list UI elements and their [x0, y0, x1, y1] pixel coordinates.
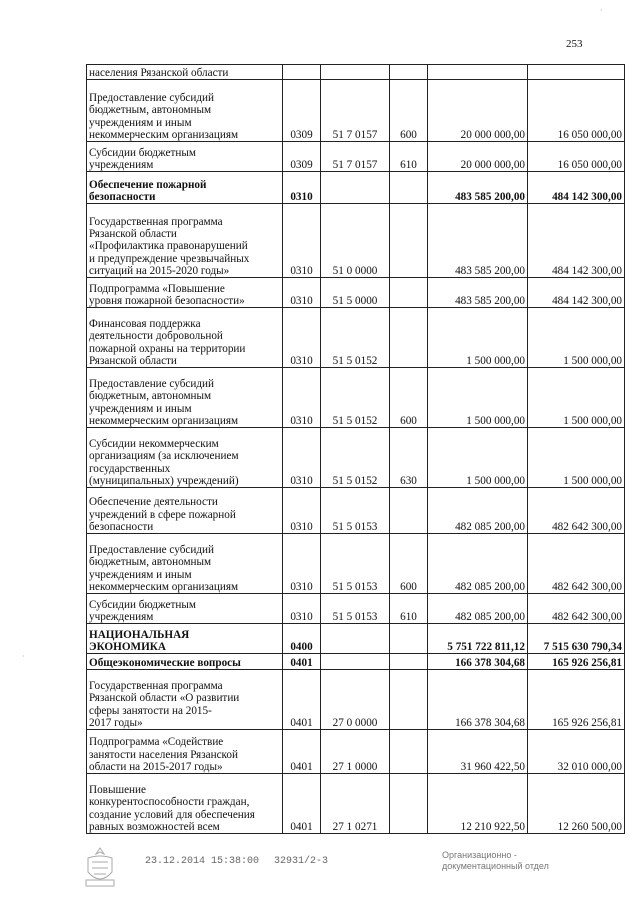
- table-row: [87, 670, 625, 730]
- row-amount-2016-cell: 12 260 500,00: [528, 774, 625, 834]
- row-amount-2016-cell: 16 050 000,00: [528, 80, 625, 142]
- row-expense-type-cell: [390, 308, 428, 368]
- row-name-cell: Субсидии бюджетным учреждениям: [87, 142, 283, 172]
- row-amount-2016-cell: 7 515 630 790,34: [528, 624, 625, 654]
- row-section-code-cell: 0310: [283, 594, 321, 624]
- row-expense-type-cell: [390, 624, 428, 654]
- row-amount-2015-cell: 1 500 000,00: [428, 308, 528, 368]
- row-name-cell: Обеспечение пожарной безопасности: [87, 172, 283, 204]
- row-target-article-cell: 27 1 0271: [321, 774, 390, 834]
- row-amount-2016-cell: 1 500 000,00: [528, 428, 625, 488]
- row-section-code-cell: 0401: [283, 730, 321, 774]
- row-amount-2015-cell: 1 500 000,00: [428, 428, 528, 488]
- table-row: [87, 368, 625, 428]
- row-amount-2015-cell: 483 585 200,00: [428, 278, 528, 308]
- row-amount-2016-cell: 482 642 300,00: [528, 488, 625, 534]
- row-expense-type-cell: [390, 654, 428, 670]
- row-amount-2015-cell: 482 085 200,00: [428, 594, 528, 624]
- row-amount-2016-cell: 16 050 000,00: [528, 142, 625, 172]
- row-section-code-cell: [283, 65, 321, 80]
- row-amount-2015-cell: 166 378 304,68: [428, 654, 528, 670]
- row-target-article-cell: 51 5 0152: [321, 428, 390, 488]
- row-name-cell: Подпрограмма «Повышение уровня пожарной безопасности»: [87, 278, 283, 308]
- row-expense-type-cell: [390, 65, 428, 80]
- table-row: [87, 142, 625, 172]
- row-expense-type-cell: [390, 488, 428, 534]
- table-row: [87, 172, 625, 204]
- row-target-article-cell: 51 5 0153: [321, 534, 390, 594]
- row-amount-2015-cell: [428, 65, 528, 80]
- row-section-code-cell: 0310: [283, 204, 321, 278]
- footer-document-number: 32931/2-3: [274, 856, 329, 867]
- table-row: [87, 534, 625, 594]
- row-amount-2016-cell: 482 642 300,00: [528, 534, 625, 594]
- budget-table-body: [87, 65, 625, 834]
- table-row: [87, 428, 625, 488]
- row-section-code-cell: 0310: [283, 488, 321, 534]
- row-expense-type-cell: 600: [390, 80, 428, 142]
- row-expense-type-cell: [390, 774, 428, 834]
- row-expense-type-cell: 610: [390, 594, 428, 624]
- row-name-cell: Государственная программа Рязанской области «Профилактика правонарушений и предупреждение чрезвычайных ситуаций на 2015-2020 годы»: [87, 204, 283, 278]
- table-row: [87, 624, 625, 654]
- coat-of-arms-logo: [82, 846, 118, 890]
- row-name-cell: Финансовая поддержка деятельности добровольной пожарной охраны на территории Рязанской области: [87, 308, 283, 368]
- row-name-cell: Подпрограмма «Содействие занятости населения Рязанской области на 2015-2017 годы»: [87, 730, 283, 774]
- row-target-article-cell: [321, 172, 390, 204]
- footer-department-stamp: Организационно - документационный отдел: [442, 850, 549, 871]
- table-row: [87, 80, 625, 142]
- row-name-cell: Общеэкономические вопросы: [87, 654, 283, 670]
- table-row: [87, 488, 625, 534]
- row-section-code-cell: 0401: [283, 670, 321, 730]
- row-amount-2016-cell: 165 926 256,81: [528, 654, 625, 670]
- row-target-article-cell: 27 0 0000: [321, 670, 390, 730]
- row-expense-type-cell: 600: [390, 534, 428, 594]
- table-row: [87, 65, 625, 80]
- row-target-article-cell: 51 5 0152: [321, 368, 390, 428]
- budget-table: [86, 64, 625, 834]
- row-amount-2015-cell: 5 751 722 811,12: [428, 624, 528, 654]
- row-expense-type-cell: [390, 172, 428, 204]
- row-section-code-cell: 0310: [283, 172, 321, 204]
- row-expense-type-cell: [390, 278, 428, 308]
- row-section-code-cell: 0309: [283, 142, 321, 172]
- row-section-code-cell: 0310: [283, 534, 321, 594]
- row-target-article-cell: [321, 65, 390, 80]
- row-name-cell: Предоставление субсидий бюджетным, автономным учреждениям и иным некоммерческим организациям: [87, 534, 283, 594]
- row-amount-2016-cell: 165 926 256,81: [528, 670, 625, 730]
- row-section-code-cell: 0401: [283, 654, 321, 670]
- row-target-article-cell: 51 5 0152: [321, 308, 390, 368]
- row-name-cell: Государственная программа Рязанской области «О развитии сферы занятости на 2015- 2017 годы»: [87, 670, 283, 730]
- row-amount-2016-cell: 484 142 300,00: [528, 204, 625, 278]
- row-expense-type-cell: [390, 730, 428, 774]
- table-row: [87, 730, 625, 774]
- row-name-cell: Предоставление субсидий бюджетным, автономным учреждениям и иным некоммерческим организациям: [87, 368, 283, 428]
- row-amount-2015-cell: 482 085 200,00: [428, 534, 528, 594]
- row-name-cell: Субсидии некоммерческим организациям (за исключением государственных (муниципальных) учреждений): [87, 428, 283, 488]
- table-row: [87, 278, 625, 308]
- row-name-cell: Субсидии бюджетным учреждениям: [87, 594, 283, 624]
- row-name-cell: Предоставление субсидий бюджетным, автономным учреждениям и иным некоммерческим организациям: [87, 80, 283, 142]
- row-amount-2016-cell: 482 642 300,00: [528, 594, 625, 624]
- row-expense-type-cell: [390, 670, 428, 730]
- row-amount-2016-cell: 32 010 000,00: [528, 730, 625, 774]
- scan-mark: ·: [600, 6, 603, 15]
- row-expense-type-cell: 610: [390, 142, 428, 172]
- row-amount-2016-cell: 484 142 300,00: [528, 278, 625, 308]
- row-section-code-cell: 0310: [283, 428, 321, 488]
- row-amount-2015-cell: 12 210 922,50: [428, 774, 528, 834]
- row-amount-2015-cell: 1 500 000,00: [428, 368, 528, 428]
- row-amount-2016-cell: 1 500 000,00: [528, 308, 625, 368]
- page-number: 253: [566, 38, 583, 50]
- row-amount-2015-cell: 31 960 422,50: [428, 730, 528, 774]
- row-amount-2015-cell: 483 585 200,00: [428, 204, 528, 278]
- row-section-code-cell: 0309: [283, 80, 321, 142]
- row-name-cell: Повышение конкурентоспособности граждан, создание условий для обеспечения равных возможностей всем: [87, 774, 283, 834]
- table-row: [87, 774, 625, 834]
- row-section-code-cell: 0400: [283, 624, 321, 654]
- row-amount-2016-cell: [528, 65, 625, 80]
- table-row: [87, 204, 625, 278]
- row-name-cell: населения Рязанской области: [87, 65, 283, 80]
- row-target-article-cell: 51 7 0157: [321, 142, 390, 172]
- row-section-code-cell: 0310: [283, 278, 321, 308]
- row-name-cell: НАЦИОНАЛЬНАЯ ЭКОНОМИКА: [87, 624, 283, 654]
- scan-mark: ·: [22, 652, 25, 661]
- footer-datetime-stamp: 23.12.2014 15:38:00: [145, 856, 260, 867]
- table-row: [87, 654, 625, 670]
- row-target-article-cell: [321, 624, 390, 654]
- row-section-code-cell: 0401: [283, 774, 321, 834]
- table-row: [87, 594, 625, 624]
- row-amount-2016-cell: 1 500 000,00: [528, 368, 625, 428]
- row-amount-2015-cell: 166 378 304,68: [428, 670, 528, 730]
- row-expense-type-cell: 600: [390, 368, 428, 428]
- row-amount-2015-cell: 483 585 200,00: [428, 172, 528, 204]
- row-section-code-cell: 0310: [283, 368, 321, 428]
- row-target-article-cell: [321, 654, 390, 670]
- row-amount-2016-cell: 484 142 300,00: [528, 172, 625, 204]
- row-section-code-cell: 0310: [283, 308, 321, 368]
- row-name-cell: Обеспечение деятельности учреждений в сфере пожарной безопасности: [87, 488, 283, 534]
- row-amount-2015-cell: 482 085 200,00: [428, 488, 528, 534]
- row-target-article-cell: 51 5 0000: [321, 278, 390, 308]
- row-expense-type-cell: [390, 204, 428, 278]
- row-amount-2015-cell: 20 000 000,00: [428, 80, 528, 142]
- row-target-article-cell: 51 7 0157: [321, 80, 390, 142]
- table-row: [87, 308, 625, 368]
- row-target-article-cell: 51 5 0153: [321, 488, 390, 534]
- row-target-article-cell: 27 1 0000: [321, 730, 390, 774]
- row-target-article-cell: 51 5 0153: [321, 594, 390, 624]
- row-target-article-cell: 51 0 0000: [321, 204, 390, 278]
- row-expense-type-cell: 630: [390, 428, 428, 488]
- row-amount-2015-cell: 20 000 000,00: [428, 142, 528, 172]
